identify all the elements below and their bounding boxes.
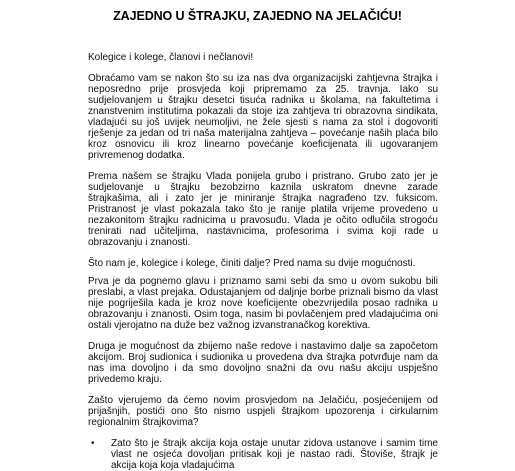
- greeting: Kolegice i kolege, članovi i nečlanovi!: [88, 52, 254, 63]
- paragraph-2: Prema našem se štrajku Vlada ponijela grubo i pristrano. Grubo zato jer je sudjelovanje u štrajku bezobzirno kaznila uskratom dnevne zarade štrajkašima, ali i zato jer je miniranje štrajka nagrađeno tzv. fuksicom. Pristranost je vlast pokazala tako što je ranije platila vrijeme provedeno u nezakonitom štrajku radnicima u pravosuđu. Vlada je očito odlučila strogoću trenirati nad učiteljima, nastavnicima, profesorima i svima koji rade u obrazovanju i znanosti.: [88, 171, 438, 248]
- paragraph-3: Što nam je, kolegice i kolege, činiti dalje? Pred nama su dvije mogućnosti.: [88, 258, 416, 269]
- bullet-icon: •: [91, 438, 95, 449]
- bullet-list: [88, 438, 438, 471]
- paragraph-4: Prva je da pognemo glavu i priznamo sami sebi da smo u ovom sukobu bili preslabi, a vlast prejaka. Odustajanjem od daljnje borbe priznali bismo da vlast nije pogriješila kada je kroz nove koeficijente obezvrijedila posao radnika u obrazovanju i znanosti. Osim toga, nasim bi povlačenjem pred vladajućima oni ostali vjerojatno na duže bez važnog izvanstranačkog korektiva.: [88, 276, 438, 331]
- document-body: [88, 52, 438, 471]
- paragraph-1: Obraćamo vam se nakon što su iza nas dva organizacijski zahtjevna štrajka i neposredno prije prosvjeda koji pripremamo za 25. travnja. Iako su sudjelovanjem u štrajku desetci tisuća radnika u školama, na fakultetima i znanstvenim institutima pokazali da stoje iza zahtjeva tri obrazovna sindikata, vladajući su još uvijek neumoljivi, ne žele sjesti s nama za stol i dogovoriti rješenje za jedan od tri naša materijalna zahtjeva – povećanje naših plaća bilo kroz osnovicu ili kroz linearno povećanje koeficijenata ili ugovaranjem privremenog dodatka.: [88, 73, 438, 161]
- paragraph-5: Druga je mogućnost da zbijemo naše redove i nastavimo dalje sa započetom akcijom. Broj sudionica i sudionika u provedena dva štrajka potvrđuje nam da nas ima dovoljno i da smo dovoljno snažni da ovu našu akciju uspješno privedemo kraju.: [88, 341, 438, 385]
- bullet-item: [88, 438, 438, 471]
- document-title: ZAJEDNO U ŠTRAJKU, ZAJEDNO NA JELAČIĆU!: [113, 9, 402, 23]
- bullet-text: Zato što je štrajk akcija koja ostaje unutar zidova ustanove i samim time vlast ne osjeća dovoljan pritisak koji je nastao radi. Štoviše, štrajk je akcija koja kojа vladajućima: [111, 438, 438, 471]
- question-paragraph: Zašto vjerujemo da ćemo novim prosvjedom na Jelačiću, posjećenijem od prijašnjih, postići ono što nismo uspjeli štrajkom upozorenja i cirkularnim regionalnim štrajkovima?: [88, 395, 438, 428]
